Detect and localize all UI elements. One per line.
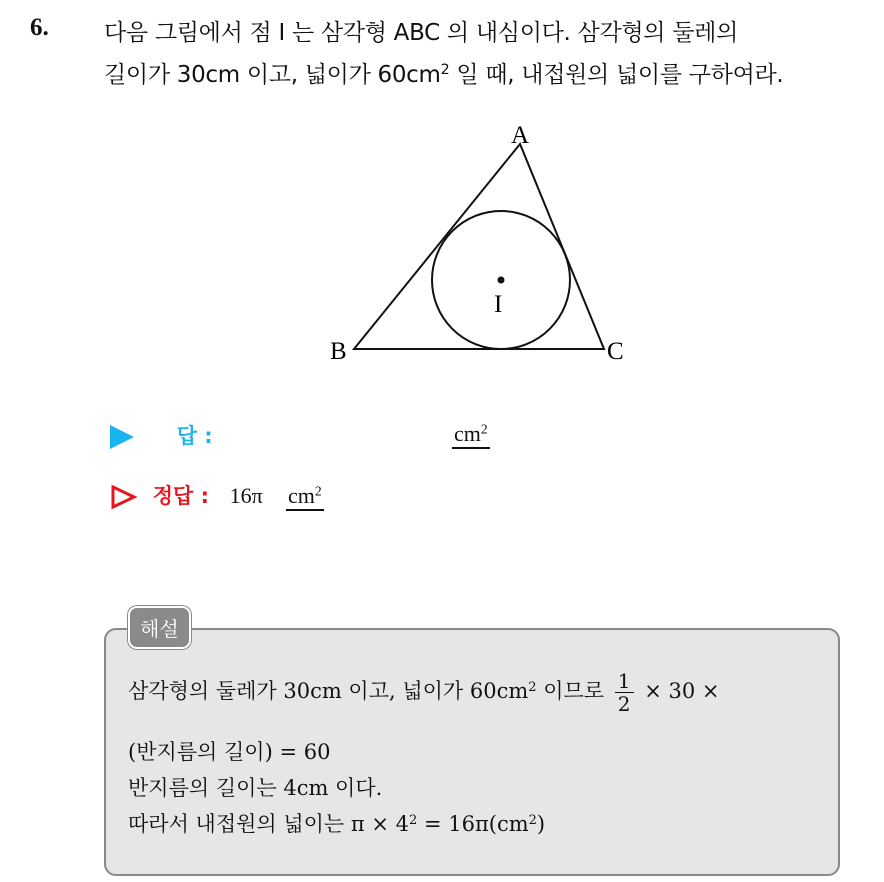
question-line-1: 다음 그림에서 점 I 는 삼각형 ABC 의 내심이다. 삼각형의 둘레의 [104, 20, 738, 46]
label-c: C [607, 338, 624, 365]
correct-label: 정답 : [152, 484, 209, 508]
correct-unit-sup: 2 [314, 483, 322, 499]
explanation-line-1 [128, 670, 719, 715]
fraction-one-half [615, 670, 634, 715]
triangle-abc [354, 144, 604, 349]
label-a: A [511, 122, 530, 149]
question-text [104, 12, 874, 96]
answer-row [110, 420, 213, 450]
explanation-line-4-b: = 16π(cm [417, 812, 529, 836]
label-i: I [494, 291, 503, 318]
incenter-point [498, 277, 505, 284]
explanation-line-4-sup: 2 [409, 812, 418, 828]
correct-value: 16π [229, 483, 263, 508]
fraction-denominator: 2 [617, 692, 631, 716]
answer-unit: cm [454, 421, 481, 446]
answer-play-icon [110, 424, 144, 449]
question-line-2 [104, 54, 874, 96]
correct-unit: cm [288, 483, 315, 508]
answer-unit-sup: 2 [480, 421, 488, 437]
question-line-2-sup: 2 [440, 62, 450, 79]
explanation-line-2: (반지름의 길이) = 60 [128, 740, 331, 764]
fraction-numerator: 1 [615, 670, 634, 693]
explanation-line-1-sup: 2 [528, 679, 537, 695]
explanation-line-4-c: ) [536, 812, 546, 836]
explanation-line-1-a: 삼각형의 둘레가 30cm 이고, 넓이가 60cm [128, 679, 529, 703]
question-line-2-b: 일 때, 내접원의 넓이를 구하여라. [449, 62, 784, 88]
explanation-line-3: 반지름의 길이는 4cm 이다. [128, 776, 383, 800]
correct-play-outline-icon [110, 484, 138, 510]
explanation-tag: 해설 [128, 606, 191, 649]
label-b: B [330, 338, 347, 365]
explanation-line-4 [128, 808, 545, 838]
question-line-2-a: 길이가 30cm 이고, 넓이가 60cm [104, 62, 441, 88]
explanation-line-1-c: × 30 × [644, 679, 720, 703]
question-number: 6. [30, 14, 49, 41]
correct-unit-box [286, 484, 324, 511]
correct-row [110, 480, 263, 510]
explanation-line-1-b: 이므로 [536, 679, 605, 703]
triangle-figure [320, 110, 650, 380]
answer-blank-unit[interactable] [452, 422, 490, 449]
explanation-line-4-sup2: 2 [528, 812, 537, 828]
answer-label: 답 : [176, 424, 213, 448]
explanation-line-4-a: 따라서 내접원의 넓이는 π × 4 [128, 812, 409, 836]
